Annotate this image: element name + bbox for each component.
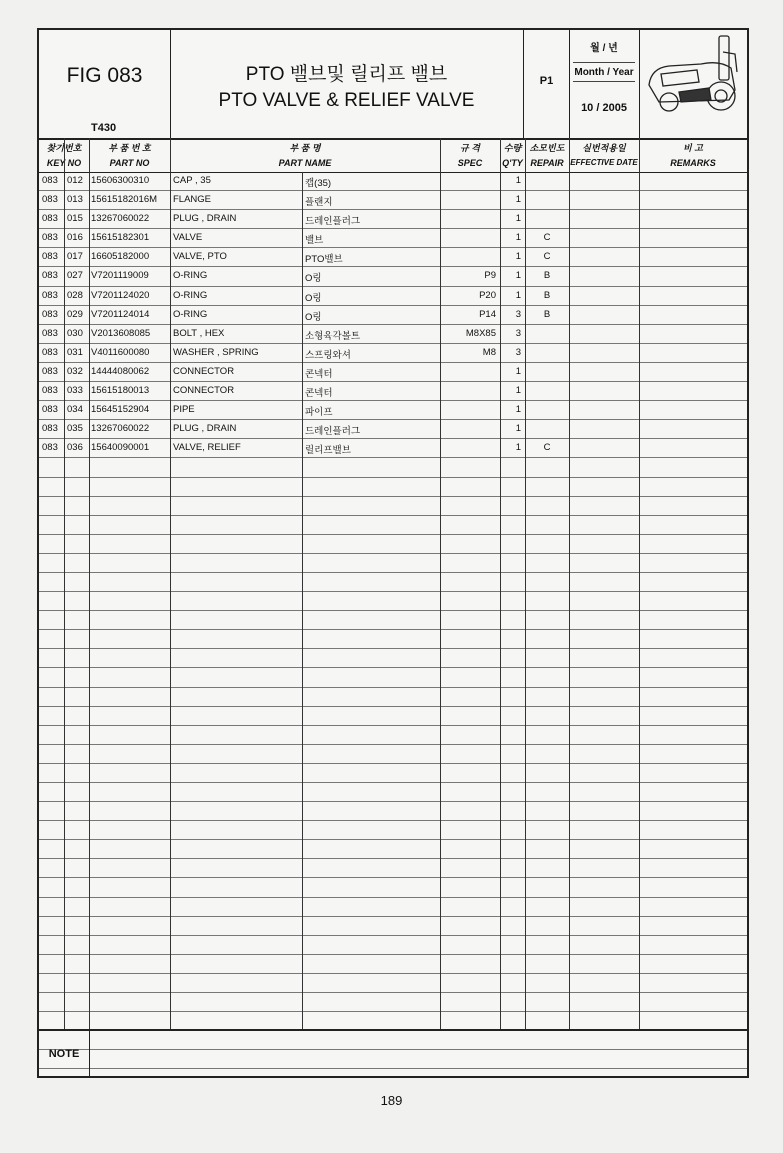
cell-fig: 083 [42, 308, 58, 320]
cell-name-en: VALVE, RELIEF [173, 442, 241, 454]
cell-name-kr: 릴리프밸브 [305, 445, 351, 457]
cell-qty: 1 [515, 442, 521, 454]
col-qty-en: Q'TY [502, 158, 523, 168]
table-row [39, 840, 747, 859]
parts-sheet [37, 28, 749, 1078]
col-qty-kr: 수량 [503, 143, 522, 153]
page-code: P1 [539, 75, 554, 87]
cell-qty: 1 [515, 194, 521, 206]
table-row [39, 172, 747, 191]
cell-qty: 1 [515, 289, 521, 301]
column-divider [639, 138, 640, 1029]
cell-key: 032 [67, 365, 83, 377]
cell-name-en: CONNECTOR [173, 385, 235, 397]
note-label: NOTE [39, 1031, 90, 1078]
col-remarks-en: REMARKS [670, 158, 716, 168]
title-korean: PTO 밸브및 릴리프 밸브 [245, 64, 448, 85]
column-divider [525, 138, 526, 1029]
table-row [39, 363, 747, 382]
cell-fig: 083 [42, 327, 58, 339]
tractor-icon [639, 30, 747, 138]
table-row [39, 325, 747, 344]
cell-key: 034 [67, 404, 83, 416]
cell-part-no: V7201124014 [91, 308, 150, 320]
cell-key: 015 [67, 213, 83, 225]
table-row [39, 401, 747, 420]
cell-spec: P9 [484, 270, 496, 282]
table-row [39, 306, 747, 325]
cell-qty: 1 [515, 404, 521, 416]
cell-fig: 083 [42, 270, 58, 282]
cell-part-no: 13267060022 [91, 423, 150, 435]
cell-qty: 1 [515, 175, 521, 186]
col-key-kr: 찾기번호 [46, 143, 82, 153]
cell-name-kr: 플랜지 [305, 197, 333, 209]
cell-key: 036 [67, 442, 83, 454]
col-repair-en: REPAIR [530, 158, 564, 168]
col-name-en: PART NAME [278, 158, 332, 168]
cell-name-kr: O링 [305, 292, 322, 304]
cell-repair: C [543, 232, 551, 244]
cell-name-kr: 드레인플러그 [305, 426, 361, 438]
table-row [39, 210, 747, 229]
cell-key: 030 [67, 327, 83, 339]
table-row [39, 439, 747, 458]
table-row [39, 592, 747, 611]
cell-qty: 1 [515, 385, 521, 397]
cell-spec: M8 [482, 346, 496, 358]
cell-name-kr: 스프링와셔 [305, 349, 351, 361]
cell-fig: 083 [42, 251, 58, 263]
col-spec-kr: 규 격 [460, 143, 480, 153]
header [39, 30, 747, 140]
cell-fig: 083 [42, 365, 58, 377]
table-row [39, 248, 747, 267]
cell-fig: 083 [42, 404, 58, 416]
column-headers [39, 138, 747, 173]
cell-qty: 1 [515, 270, 521, 282]
cell-repair: B [543, 289, 551, 301]
cell-part-no: 13267060022 [91, 213, 150, 225]
cell-name-kr: 소형육각볼트 [305, 330, 361, 342]
cell-fig: 083 [42, 346, 58, 358]
column-divider [89, 138, 90, 1029]
cell-part-no: 16605182000 [91, 251, 150, 263]
table-row [39, 630, 747, 649]
col-name-kr: 부 품 명 [289, 143, 321, 153]
cell-name-en: O-RING [173, 289, 208, 301]
table-row [39, 726, 747, 745]
cell-spec: M8X85 [465, 327, 496, 339]
col-key-en: KEY NO [46, 158, 82, 168]
cell-key: 033 [67, 385, 83, 397]
col-part-en: PART NO [109, 158, 150, 168]
cell-name-en: WASHER , SPRING [173, 346, 259, 358]
table-row [39, 955, 747, 974]
cell-part-no: 15615180013 [91, 385, 150, 397]
cell-name-en: CAP , 35 [173, 175, 211, 186]
cell-key: 016 [67, 232, 83, 244]
model-number: T430 [91, 122, 117, 134]
table-row [39, 802, 747, 821]
cell-qty: 3 [515, 327, 521, 339]
cell-name-en: BOLT , HEX [173, 327, 225, 339]
table-row [39, 898, 747, 917]
cell-key: 031 [67, 346, 83, 358]
table-row [39, 745, 747, 764]
col-repair-kr: 소모빈도 [529, 143, 565, 153]
cell-qty: 3 [515, 308, 521, 320]
cell-name-en: O-RING [173, 270, 208, 282]
cell-part-no: 15615182016M [91, 194, 158, 206]
cell-name-en: O-RING [173, 308, 208, 320]
cell-name-kr: O링 [305, 273, 322, 285]
table-row [39, 420, 747, 439]
cell-part-no: 15606300310 [91, 175, 150, 186]
table-row [39, 554, 747, 573]
cell-part-no: 14444080062 [91, 365, 150, 377]
col-remarks-kr: 비 고 [683, 143, 703, 153]
cell-name-kr: 드레인플러그 [305, 216, 361, 228]
col-spec-en: SPEC [457, 158, 483, 168]
cell-key: 013 [67, 194, 83, 206]
cell-name-kr: O링 [305, 311, 322, 323]
cell-name-kr: 콘넥터 [305, 388, 333, 400]
cell-key: 017 [67, 251, 83, 263]
cell-name-kr: 콘넥터 [305, 368, 333, 380]
fig-box [39, 30, 171, 138]
table-row [39, 668, 747, 687]
table-row [39, 497, 747, 516]
table-row [39, 344, 747, 363]
cell-name-en: VALVE [173, 232, 203, 244]
table-row [39, 993, 747, 1012]
title-box [170, 30, 524, 138]
cell-part-no: 15640090001 [91, 442, 150, 454]
cell-key: 029 [67, 308, 83, 320]
cell-part-no: V4011600080 [91, 346, 150, 358]
table-row [39, 287, 747, 306]
cell-qty: 1 [515, 232, 521, 244]
table-row [39, 936, 747, 955]
cell-name-en: PLUG , DRAIN [173, 213, 237, 225]
column-divider [170, 138, 171, 1029]
cell-name-kr: 밸브 [305, 235, 324, 247]
table-row [39, 783, 747, 802]
cell-fig: 083 [42, 289, 58, 301]
cell-qty: 1 [515, 213, 521, 225]
note-box [39, 1029, 747, 1078]
month-year-label: Month / Year [573, 62, 635, 82]
cell-part-no: 15645152904 [91, 404, 150, 416]
cell-fig: 083 [42, 175, 58, 186]
col-eff-en: EFFECTIVE DATE [570, 158, 638, 167]
cell-part-no: V7201124020 [91, 289, 150, 301]
fig-number: FIG 083 [66, 64, 143, 87]
cell-name-en: CONNECTOR [173, 365, 235, 377]
month-year-korean: 월 / 년 [590, 43, 618, 54]
tractor-illustration [639, 30, 747, 138]
cell-name-kr: PTO밸브 [305, 254, 343, 266]
column-divider [569, 138, 570, 1029]
cell-key: 035 [67, 423, 83, 435]
table-row [39, 649, 747, 668]
cell-name-kr: 파이프 [305, 407, 333, 419]
table-row [39, 458, 747, 477]
cell-qty: 1 [515, 251, 521, 263]
table-row [39, 229, 747, 248]
cell-repair: C [543, 251, 551, 263]
table-row [39, 267, 747, 286]
cell-name-kr: 캡(35) [305, 178, 332, 189]
cell-repair: B [543, 308, 551, 320]
column-divider [440, 138, 441, 1029]
cell-fig: 083 [42, 423, 58, 435]
column-divider [500, 138, 501, 1029]
cell-qty: 3 [515, 346, 521, 358]
col-part-kr: 부 품 번 호 [108, 143, 151, 153]
cell-fig: 083 [42, 442, 58, 454]
table-row [39, 478, 747, 497]
parts-table [39, 172, 747, 1069]
cell-name-en: PIPE [173, 404, 195, 416]
column-divider [64, 138, 65, 1029]
column-divider [302, 172, 303, 1029]
table-row [39, 917, 747, 936]
page-box [524, 30, 570, 138]
table-row [39, 821, 747, 840]
cell-repair: B [543, 270, 551, 282]
cell-name-en: FLANGE [173, 194, 212, 206]
page-number: 189 [380, 1093, 403, 1108]
cell-name-en: PLUG , DRAIN [173, 423, 237, 435]
cell-fig: 083 [42, 194, 58, 206]
cell-fig: 083 [42, 385, 58, 397]
table-row [39, 382, 747, 401]
cell-key: 028 [67, 289, 83, 301]
cell-qty: 1 [515, 365, 521, 377]
table-row [39, 764, 747, 783]
cell-repair: C [543, 442, 551, 454]
cell-fig: 083 [42, 213, 58, 225]
month-year-value: 10 / 2005 [581, 102, 627, 114]
cell-fig: 083 [42, 232, 58, 244]
cell-part-no: V7201119009 [91, 270, 149, 282]
table-row [39, 573, 747, 592]
table-row [39, 611, 747, 630]
cell-qty: 1 [515, 423, 521, 435]
table-row [39, 878, 747, 897]
table-row [39, 707, 747, 726]
cell-spec: P14 [479, 308, 496, 320]
table-row [39, 688, 747, 707]
table-row [39, 974, 747, 993]
table-row [39, 535, 747, 554]
table-row [39, 516, 747, 535]
cell-part-no: 15615182301 [91, 232, 150, 244]
cell-part-no: V2013608085 [91, 327, 151, 339]
cell-key: 027 [67, 270, 83, 282]
title-english: PTO VALVE & RELIEF VALVE [218, 90, 475, 111]
table-row [39, 859, 747, 878]
col-eff-kr: 실번적용일 [582, 143, 626, 153]
cell-spec: P20 [479, 289, 496, 301]
cell-name-en: VALVE, PTO [173, 251, 227, 263]
cell-key: 012 [67, 175, 83, 186]
table-row [39, 191, 747, 210]
month-year-box [569, 30, 640, 138]
